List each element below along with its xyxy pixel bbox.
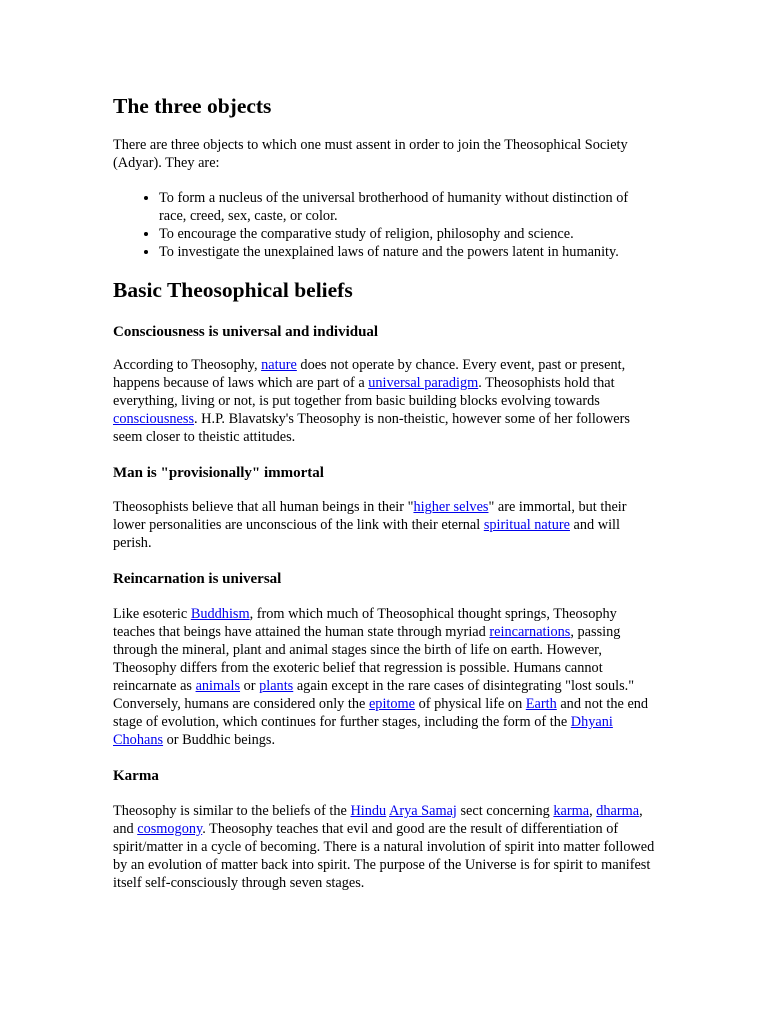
heading-immortal: Man is "provisionally" immortal <box>113 465 324 481</box>
link-earth[interactable]: Earth <box>525 696 557 712</box>
link-animals[interactable]: animals <box>195 678 241 694</box>
text-run: . H.P. Blavatsky's Theosophy is non-theistic, however some of her followers seem closer to theistic attitudes. <box>113 411 630 445</box>
link-plants[interactable]: plants <box>259 678 294 694</box>
link-higher-selves[interactable]: higher selves <box>413 499 489 515</box>
paragraph-karma <box>113 802 658 892</box>
list-item: • To form a nucleus of the universal brotherhood of humanity without distinction of race, creed, sex, caste, or color. <box>159 189 658 225</box>
paragraph-consciousness <box>113 356 658 446</box>
text-run: sect concerning <box>456 803 554 819</box>
link-cosmogony[interactable]: cosmogony <box>137 821 203 837</box>
text-run: . Theosophy teaches that evil and good are the result of differentiation of spirit/matter in a cycle of becoming. There is a natural involution of spirit into matter followed by an evolution of matter back into spirit. The purpose of the Universe is for spirit to manifest itself self-consciously through seven stages. <box>113 821 655 891</box>
link-dhyani-chohans[interactable]: Dhyani Chohans <box>113 714 613 748</box>
objects-list <box>113 189 658 261</box>
link-epitome[interactable]: epitome <box>368 696 416 712</box>
text-run: Like esoteric <box>113 606 191 622</box>
text-run: or Buddhic beings. <box>163 732 276 748</box>
text-run: " are immortal, but their lower personalities are unconscious of the link with their eternal <box>113 499 627 533</box>
text-run: Theosophy is similar to the beliefs of the <box>113 803 351 819</box>
heading-reincarnation: Reincarnation is universal <box>113 571 282 587</box>
heading-karma: Karma <box>113 768 159 784</box>
text-run: Theosophists believe that all human beings in their " <box>113 499 414 515</box>
paragraph-reincarnation <box>113 605 658 749</box>
link-buddhism[interactable]: Buddhism <box>190 606 250 622</box>
text-run: again except in the rare cases of disintegrating "lost souls." Conversely, humans are considered only the <box>113 678 635 712</box>
link-consciousness[interactable]: consciousness <box>113 411 195 427</box>
link-arya-samaj[interactable]: Arya Samaj <box>389 803 457 819</box>
list-item: • To investigate the unexplained laws of nature and the powers latent in humanity. <box>159 243 658 261</box>
heading-three-objects: The three objects <box>113 94 272 118</box>
link-universal-paradigm[interactable]: universal paradigm <box>368 375 479 391</box>
link-karma[interactable]: karma <box>553 803 590 819</box>
link-nature[interactable]: nature <box>261 357 297 373</box>
link-hindu[interactable]: Hindu <box>350 803 387 819</box>
text-run: , and <box>113 803 643 837</box>
paragraph-immortal <box>113 498 658 552</box>
list-item: • To encourage the comparative study of religion, philosophy and science. <box>159 225 658 243</box>
text-run: According to Theosophy, <box>113 357 262 373</box>
heading-consciousness: Consciousness is universal and individual <box>113 324 379 340</box>
text-run: does not operate by chance. Every event, past or present, happens because of laws which are part of a <box>113 357 626 391</box>
text-run: , passing through the mineral, plant and animal stages since the birth of life on earth. However, Theosophy differs from the exoteric belief that regression is possible. Humans cannot reincarnate as <box>113 624 621 694</box>
text-run: , from which much of Theosophical thought springs, Theosophy teaches that beings have attained the human state through myriad <box>113 606 617 640</box>
article-body <box>113 92 658 892</box>
text-run: . Theosophists hold that everything, living or not, is put together from basic building blocks evolving towards <box>113 375 615 409</box>
text-run: and not the end stage of evolution, which continues for further stages, including the form of the <box>113 696 649 730</box>
link-spiritual-nature[interactable]: spiritual nature <box>483 517 570 533</box>
link-dharma[interactable]: dharma <box>596 803 640 819</box>
intro-paragraph: There are three objects to which one must assent in order to join the Theosophical Society (Adyar). They are: <box>113 137 628 171</box>
link-reincarnations[interactable]: reincarnations <box>489 624 571 640</box>
text-run: and will perish. <box>113 517 621 551</box>
heading-basic-beliefs: Basic Theosophical beliefs <box>113 278 353 302</box>
text-run: of physical life on <box>415 696 526 712</box>
text-run: or <box>240 678 260 694</box>
text-run: , <box>589 803 597 819</box>
